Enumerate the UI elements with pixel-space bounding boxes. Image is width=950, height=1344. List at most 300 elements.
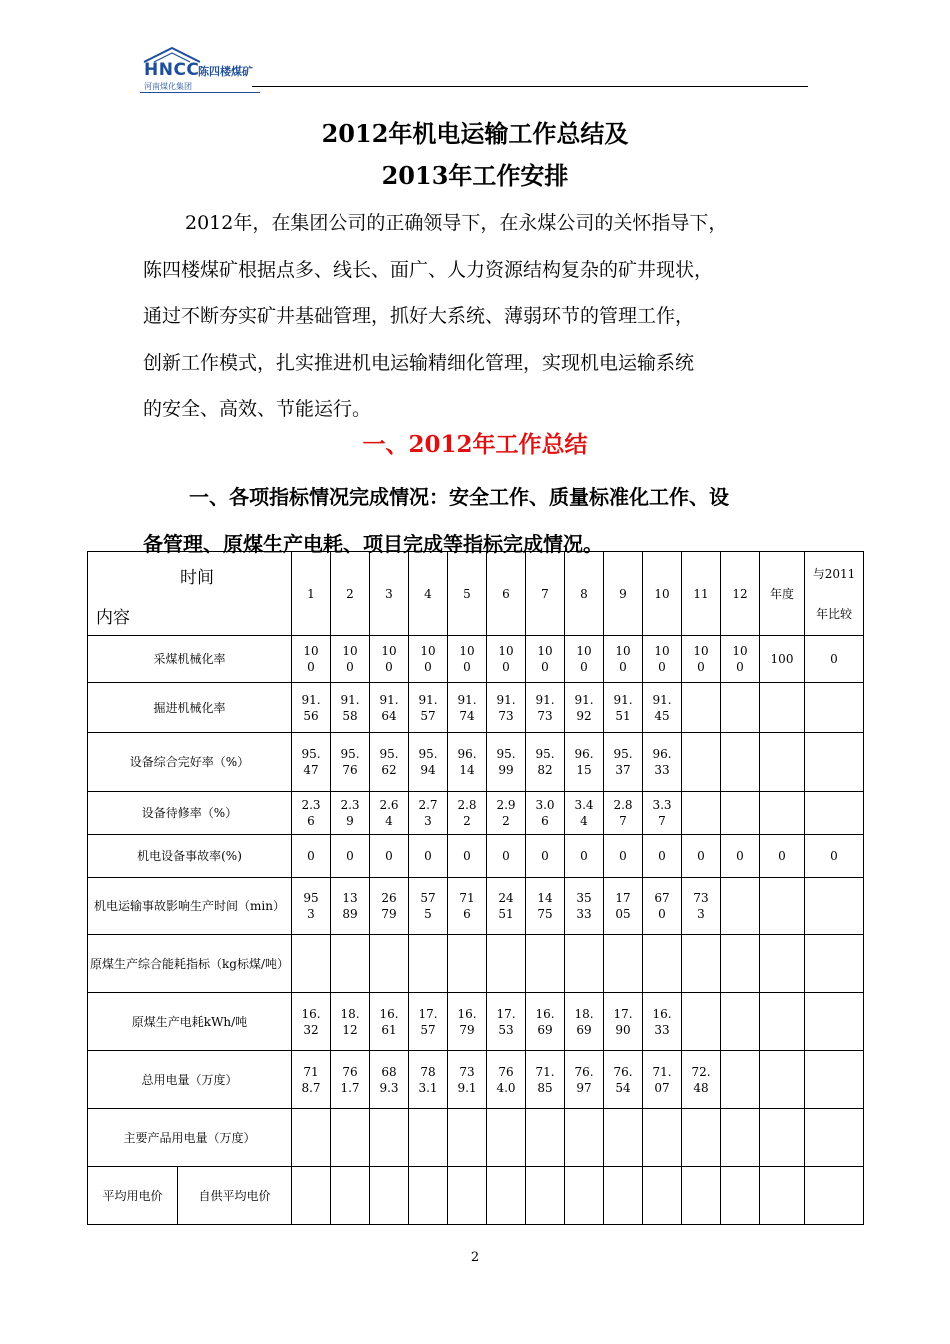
month-value — [526, 835, 565, 878]
month-value — [448, 1109, 487, 1167]
empty-cell — [760, 1167, 805, 1225]
month-value — [409, 1051, 448, 1109]
intro-line: 2012年，在集团公司的正确领导下，在永煤公司的关怀指导下， — [185, 212, 728, 234]
month-value — [682, 683, 721, 733]
month-value-text: 2679 — [381, 891, 397, 921]
month-value — [292, 935, 331, 993]
month-value-text: 91.56 — [301, 692, 321, 723]
year-value — [760, 683, 805, 733]
month-value — [721, 636, 760, 683]
month-value — [604, 792, 643, 835]
month-value-text: 91.58 — [340, 692, 360, 723]
month-value-text: 76.54 — [613, 1064, 633, 1095]
month-value-text: 16.33 — [652, 1006, 672, 1037]
year-value — [760, 1051, 805, 1109]
year-value — [760, 878, 805, 935]
month-value — [370, 835, 409, 878]
month-value-text: 95.76 — [340, 747, 360, 777]
month-value — [721, 835, 760, 878]
row-label-avg-price: 平均用电价 — [88, 1167, 178, 1225]
month-value — [565, 878, 604, 935]
compare-value — [805, 683, 864, 733]
month-value-text: 91.51 — [613, 692, 633, 723]
month-value — [565, 1109, 604, 1167]
month-value-text: 16.69 — [535, 1006, 555, 1037]
month-value-text: 76.97 — [574, 1064, 594, 1095]
empty-cell — [487, 1167, 526, 1225]
month-value — [448, 993, 487, 1051]
month-value-text: 17.57 — [418, 1006, 438, 1037]
month-value — [604, 636, 643, 683]
header-time-label: 时间 — [180, 568, 214, 588]
month-value-text: 95.47 — [301, 747, 321, 777]
month-value-text: 95.62 — [379, 747, 399, 777]
month-value-text: 16.61 — [379, 1006, 399, 1037]
month-value — [721, 935, 760, 993]
header-month: 10 — [643, 552, 682, 636]
month-value-text: 100 — [732, 644, 748, 674]
month-value — [409, 636, 448, 683]
table-row — [88, 878, 864, 935]
month-value — [331, 993, 370, 1051]
month-value-text: 91.64 — [379, 692, 399, 723]
month-value-text: 0 — [736, 849, 744, 863]
month-value-text: 1705 — [615, 891, 631, 921]
month-value — [409, 878, 448, 935]
month-value — [526, 636, 565, 683]
header-compare-line1: 与2011 — [812, 566, 856, 581]
month-value — [331, 636, 370, 683]
month-value — [487, 636, 526, 683]
header-compare-line2: 年比较 — [815, 606, 852, 621]
month-value-text: 96.15 — [574, 747, 594, 777]
month-value — [292, 1051, 331, 1109]
header-content-label: 内容 — [96, 608, 130, 628]
row-label-self-supply-price: 自供平均电价 — [178, 1167, 292, 1225]
year-value — [760, 935, 805, 993]
year-value — [760, 993, 805, 1051]
month-value — [565, 935, 604, 993]
month-value — [292, 835, 331, 878]
month-value — [487, 935, 526, 993]
table-row — [88, 636, 864, 683]
month-value — [370, 878, 409, 935]
month-value — [682, 1109, 721, 1167]
year-value: 0 — [760, 835, 805, 878]
header-month: 1 — [292, 552, 331, 636]
header-month: 11 — [682, 552, 721, 636]
month-value — [604, 878, 643, 935]
logo-abbr: HNCC — [144, 60, 200, 80]
month-value — [565, 636, 604, 683]
month-value — [292, 878, 331, 935]
month-value-text: 689.3 — [379, 1064, 399, 1095]
month-value — [331, 683, 370, 733]
table-row — [88, 935, 864, 993]
month-value-text: 3533 — [576, 891, 592, 921]
month-value-text: 100 — [459, 644, 475, 674]
month-value — [448, 835, 487, 878]
month-value — [331, 733, 370, 792]
month-value-text: 100 — [576, 644, 592, 674]
month-value — [526, 935, 565, 993]
year-value — [760, 1109, 805, 1167]
month-value — [448, 935, 487, 993]
month-value-text: 575 — [420, 891, 436, 921]
month-value-text: 0 — [619, 849, 627, 863]
month-value-text: 2.87 — [613, 798, 633, 828]
month-value-text: 100 — [537, 644, 553, 674]
compare-value — [805, 878, 864, 935]
empty-cell — [448, 1167, 487, 1225]
header-month: 5 — [448, 552, 487, 636]
empty-cell — [643, 1167, 682, 1225]
empty-cell — [682, 1167, 721, 1225]
month-value — [643, 683, 682, 733]
month-value-text: 0 — [346, 849, 354, 863]
section-heading: 一、2012年工作总结 — [362, 431, 588, 458]
month-value-text: 100 — [654, 644, 670, 674]
month-value — [448, 878, 487, 935]
month-value-text: 100 — [693, 644, 709, 674]
empty-cell — [565, 1167, 604, 1225]
month-value — [487, 792, 526, 835]
compare-value — [805, 792, 864, 835]
header-month: 7 — [526, 552, 565, 636]
month-value — [721, 993, 760, 1051]
month-value — [604, 733, 643, 792]
month-value-text: 1475 — [537, 891, 553, 921]
header-month: 8 — [565, 552, 604, 636]
month-value-text: 91.73 — [496, 692, 516, 723]
month-value — [292, 683, 331, 733]
month-value-text: 2.36 — [301, 798, 321, 828]
month-value-text: 100 — [303, 644, 319, 674]
month-value-text: 761.7 — [340, 1064, 360, 1095]
month-value — [565, 733, 604, 792]
month-value — [292, 636, 331, 683]
month-value — [604, 1051, 643, 1109]
intro-line: 陈四楼煤矿根据点多、线长、面广、人力资源结构复杂的矿井现状， — [143, 258, 714, 281]
month-value — [682, 935, 721, 993]
table-row — [88, 835, 864, 878]
table-row — [88, 733, 864, 792]
month-value — [526, 1109, 565, 1167]
month-value-text: 2451 — [498, 891, 514, 921]
month-value — [487, 878, 526, 935]
empty-cell — [370, 1167, 409, 1225]
month-value-text: 18.69 — [574, 1006, 594, 1037]
month-value-text: 91.92 — [574, 692, 594, 723]
intro-paragraph — [143, 200, 833, 433]
compare-value — [805, 935, 864, 993]
month-value — [292, 1109, 331, 1167]
month-value-text: 95.82 — [535, 747, 555, 777]
year-value: 100 — [760, 636, 805, 683]
indicator-table — [87, 551, 864, 1225]
row-label: 机电运输事故影响生产时间（min） — [88, 878, 292, 935]
month-value-text: 95.94 — [418, 747, 438, 777]
empty-cell — [604, 1167, 643, 1225]
month-value-text: 96.14 — [457, 747, 477, 777]
compare-value — [805, 1109, 864, 1167]
month-value — [370, 993, 409, 1051]
month-value-text: 91.73 — [535, 692, 555, 723]
month-value-text: 718.7 — [301, 1064, 321, 1095]
month-value — [682, 636, 721, 683]
logo-sub: 河南煤化集团 — [144, 82, 192, 91]
header-rule — [252, 86, 808, 87]
month-value — [292, 733, 331, 792]
header-compare — [805, 552, 864, 636]
table-header-row — [88, 552, 864, 636]
row-label: 掘进机械化率 — [88, 683, 292, 733]
month-value-text: 2.64 — [379, 798, 399, 828]
header-year: 年度 — [760, 552, 805, 636]
year-value — [760, 733, 805, 792]
row-label: 设备待修率（%） — [88, 792, 292, 835]
intro-line: 创新工作模式，扎实推进机电运输精细化管理，实现机电运输系统 — [143, 351, 695, 374]
month-value — [643, 1109, 682, 1167]
month-value — [526, 733, 565, 792]
month-value-text: 670 — [654, 891, 670, 921]
month-value-text: 18.12 — [340, 1006, 360, 1037]
month-value-text: 72.48 — [691, 1064, 711, 1095]
month-value-text: 3.37 — [652, 798, 672, 828]
row-label: 采煤机械化率 — [88, 636, 292, 683]
month-value-text: 716 — [459, 891, 475, 921]
month-value — [487, 1109, 526, 1167]
month-value — [409, 993, 448, 1051]
compare-value — [805, 733, 864, 792]
compare-value — [805, 993, 864, 1051]
month-value — [721, 733, 760, 792]
month-value — [409, 733, 448, 792]
intro-line: 通过不断夯实矿井基础管理，抓好大系统、薄弱环节的管理工作， — [143, 305, 695, 327]
table-row — [88, 792, 864, 835]
month-value — [331, 878, 370, 935]
month-value — [292, 792, 331, 835]
month-value — [487, 993, 526, 1051]
month-value — [370, 792, 409, 835]
month-value-text: 17.53 — [496, 1006, 516, 1037]
month-value-text: 95.99 — [496, 747, 516, 777]
month-value — [565, 683, 604, 733]
logo-name: 陈四楼煤矿 — [198, 65, 253, 78]
intro-line: 的安全、高效、节能运行。 — [143, 398, 372, 420]
month-value — [526, 878, 565, 935]
row-label: 总用电量（万度） — [88, 1051, 292, 1109]
month-value — [565, 792, 604, 835]
month-value-text: 0 — [385, 849, 393, 863]
month-value — [682, 878, 721, 935]
month-value-text: 0 — [307, 849, 315, 863]
month-value — [331, 835, 370, 878]
month-value-text: 739.1 — [457, 1064, 477, 1095]
month-value — [370, 1051, 409, 1109]
empty-cell — [805, 1167, 864, 1225]
month-value-text: 733 — [693, 891, 709, 921]
month-value-text: 783.1 — [418, 1064, 438, 1095]
month-value — [409, 1109, 448, 1167]
month-value — [448, 636, 487, 683]
month-value-text: 16.32 — [301, 1006, 321, 1037]
month-value-text: 0 — [424, 849, 432, 863]
month-value — [643, 935, 682, 993]
month-value-text: 764.0 — [496, 1064, 516, 1095]
year-value — [760, 792, 805, 835]
header-month: 12 — [721, 552, 760, 636]
month-value-text: 16.79 — [457, 1006, 477, 1037]
month-value — [721, 1109, 760, 1167]
month-value — [409, 935, 448, 993]
month-value-text: 100 — [342, 644, 358, 674]
month-value-text: 100 — [381, 644, 397, 674]
month-value — [682, 993, 721, 1051]
header-month: 6 — [487, 552, 526, 636]
month-value — [526, 1051, 565, 1109]
month-value-text: 91.45 — [652, 692, 672, 723]
subheading-line: 备管理、原煤生产电耗、项目完成等指标完成情况。 — [143, 532, 603, 556]
month-value — [721, 792, 760, 835]
month-value — [565, 1051, 604, 1109]
empty-cell — [721, 1167, 760, 1225]
month-value — [370, 636, 409, 683]
month-value — [370, 733, 409, 792]
month-value — [526, 792, 565, 835]
page-number: 2 — [470, 1250, 480, 1265]
month-value — [409, 835, 448, 878]
empty-cell — [526, 1167, 565, 1225]
month-value — [604, 1109, 643, 1167]
row-label: 主要产品用电量（万度） — [88, 1109, 292, 1167]
month-value — [643, 1051, 682, 1109]
month-value — [526, 683, 565, 733]
header-time-content-cell — [88, 552, 292, 636]
month-value-text: 91.57 — [418, 692, 438, 723]
month-value — [487, 683, 526, 733]
header-month: 2 — [331, 552, 370, 636]
table-row — [88, 993, 864, 1051]
month-value-text: 953 — [303, 891, 319, 921]
month-value — [682, 1051, 721, 1109]
month-value-text: 3.44 — [574, 798, 594, 828]
month-value — [331, 935, 370, 993]
month-value-text: 0 — [658, 849, 666, 863]
month-value — [643, 733, 682, 792]
month-value-text: 3.06 — [535, 798, 555, 828]
month-value — [487, 1051, 526, 1109]
month-value-text: 91.74 — [457, 692, 477, 723]
month-value-text: 2.73 — [418, 798, 438, 828]
month-value-text: 100 — [498, 644, 514, 674]
table-row — [88, 1167, 864, 1225]
month-value — [643, 878, 682, 935]
month-value — [448, 792, 487, 835]
logo-underline — [140, 92, 260, 93]
month-value — [682, 835, 721, 878]
empty-cell — [331, 1167, 370, 1225]
month-value-text: 71.85 — [535, 1064, 555, 1095]
row-label: 原煤生产电耗kWh/吨 — [88, 993, 292, 1051]
month-value — [721, 683, 760, 733]
month-value — [682, 792, 721, 835]
month-value — [643, 792, 682, 835]
month-value — [448, 733, 487, 792]
month-value-text: 2.92 — [496, 798, 516, 828]
month-value — [604, 683, 643, 733]
month-value — [448, 683, 487, 733]
row-label: 设备综合完好率（%） — [88, 733, 292, 792]
month-value — [604, 993, 643, 1051]
month-value-text: 0 — [580, 849, 588, 863]
month-value-text: 71.07 — [652, 1064, 672, 1095]
month-value — [721, 1051, 760, 1109]
row-label: 机电设备事故率(%) — [88, 835, 292, 878]
row-label: 原煤生产综合能耗指标（kg标煤/吨） — [88, 935, 292, 993]
table-row — [88, 1109, 864, 1167]
month-value — [643, 993, 682, 1051]
table-row — [88, 1051, 864, 1109]
month-value-text: 95.37 — [613, 747, 633, 777]
month-value-text: 0 — [502, 849, 510, 863]
month-value — [565, 993, 604, 1051]
page-title-line1: 2012年机电运输工作总结及 — [321, 119, 629, 148]
month-value-text: 17.90 — [613, 1006, 633, 1037]
month-value — [331, 1051, 370, 1109]
month-value — [604, 935, 643, 993]
month-value — [565, 835, 604, 878]
month-value — [487, 835, 526, 878]
month-value — [643, 636, 682, 683]
subheading-line: 一、各项指标情况完成情况：安全工作、质量标准化工作、设 — [189, 485, 729, 509]
month-value — [526, 993, 565, 1051]
month-value — [331, 1109, 370, 1167]
empty-cell — [409, 1167, 448, 1225]
month-value-text: 0 — [697, 849, 705, 863]
month-value — [487, 733, 526, 792]
month-value-text: 2.82 — [457, 798, 477, 828]
month-value — [409, 792, 448, 835]
compare-value: 0 — [805, 636, 864, 683]
table-row — [88, 683, 864, 733]
compare-value: 0 — [805, 835, 864, 878]
header-month: 9 — [604, 552, 643, 636]
month-value — [370, 1109, 409, 1167]
month-value — [448, 1051, 487, 1109]
month-value — [331, 792, 370, 835]
empty-cell — [292, 1167, 331, 1225]
header-month: 4 — [409, 552, 448, 636]
month-value-text: 96.33 — [652, 747, 672, 777]
month-value — [409, 683, 448, 733]
month-value-text: 1389 — [342, 891, 358, 921]
month-value-text: 100 — [420, 644, 436, 674]
month-value-text: 100 — [615, 644, 631, 674]
header-month: 3 — [370, 552, 409, 636]
month-value-text: 0 — [463, 849, 471, 863]
month-value — [370, 683, 409, 733]
month-value — [292, 993, 331, 1051]
month-value-text: 2.39 — [340, 798, 360, 828]
month-value — [604, 835, 643, 878]
month-value — [370, 935, 409, 993]
page-title-line2: 2013年工作安排 — [381, 161, 569, 190]
month-value — [643, 835, 682, 878]
month-value — [721, 878, 760, 935]
compare-value — [805, 1051, 864, 1109]
month-value — [682, 733, 721, 792]
